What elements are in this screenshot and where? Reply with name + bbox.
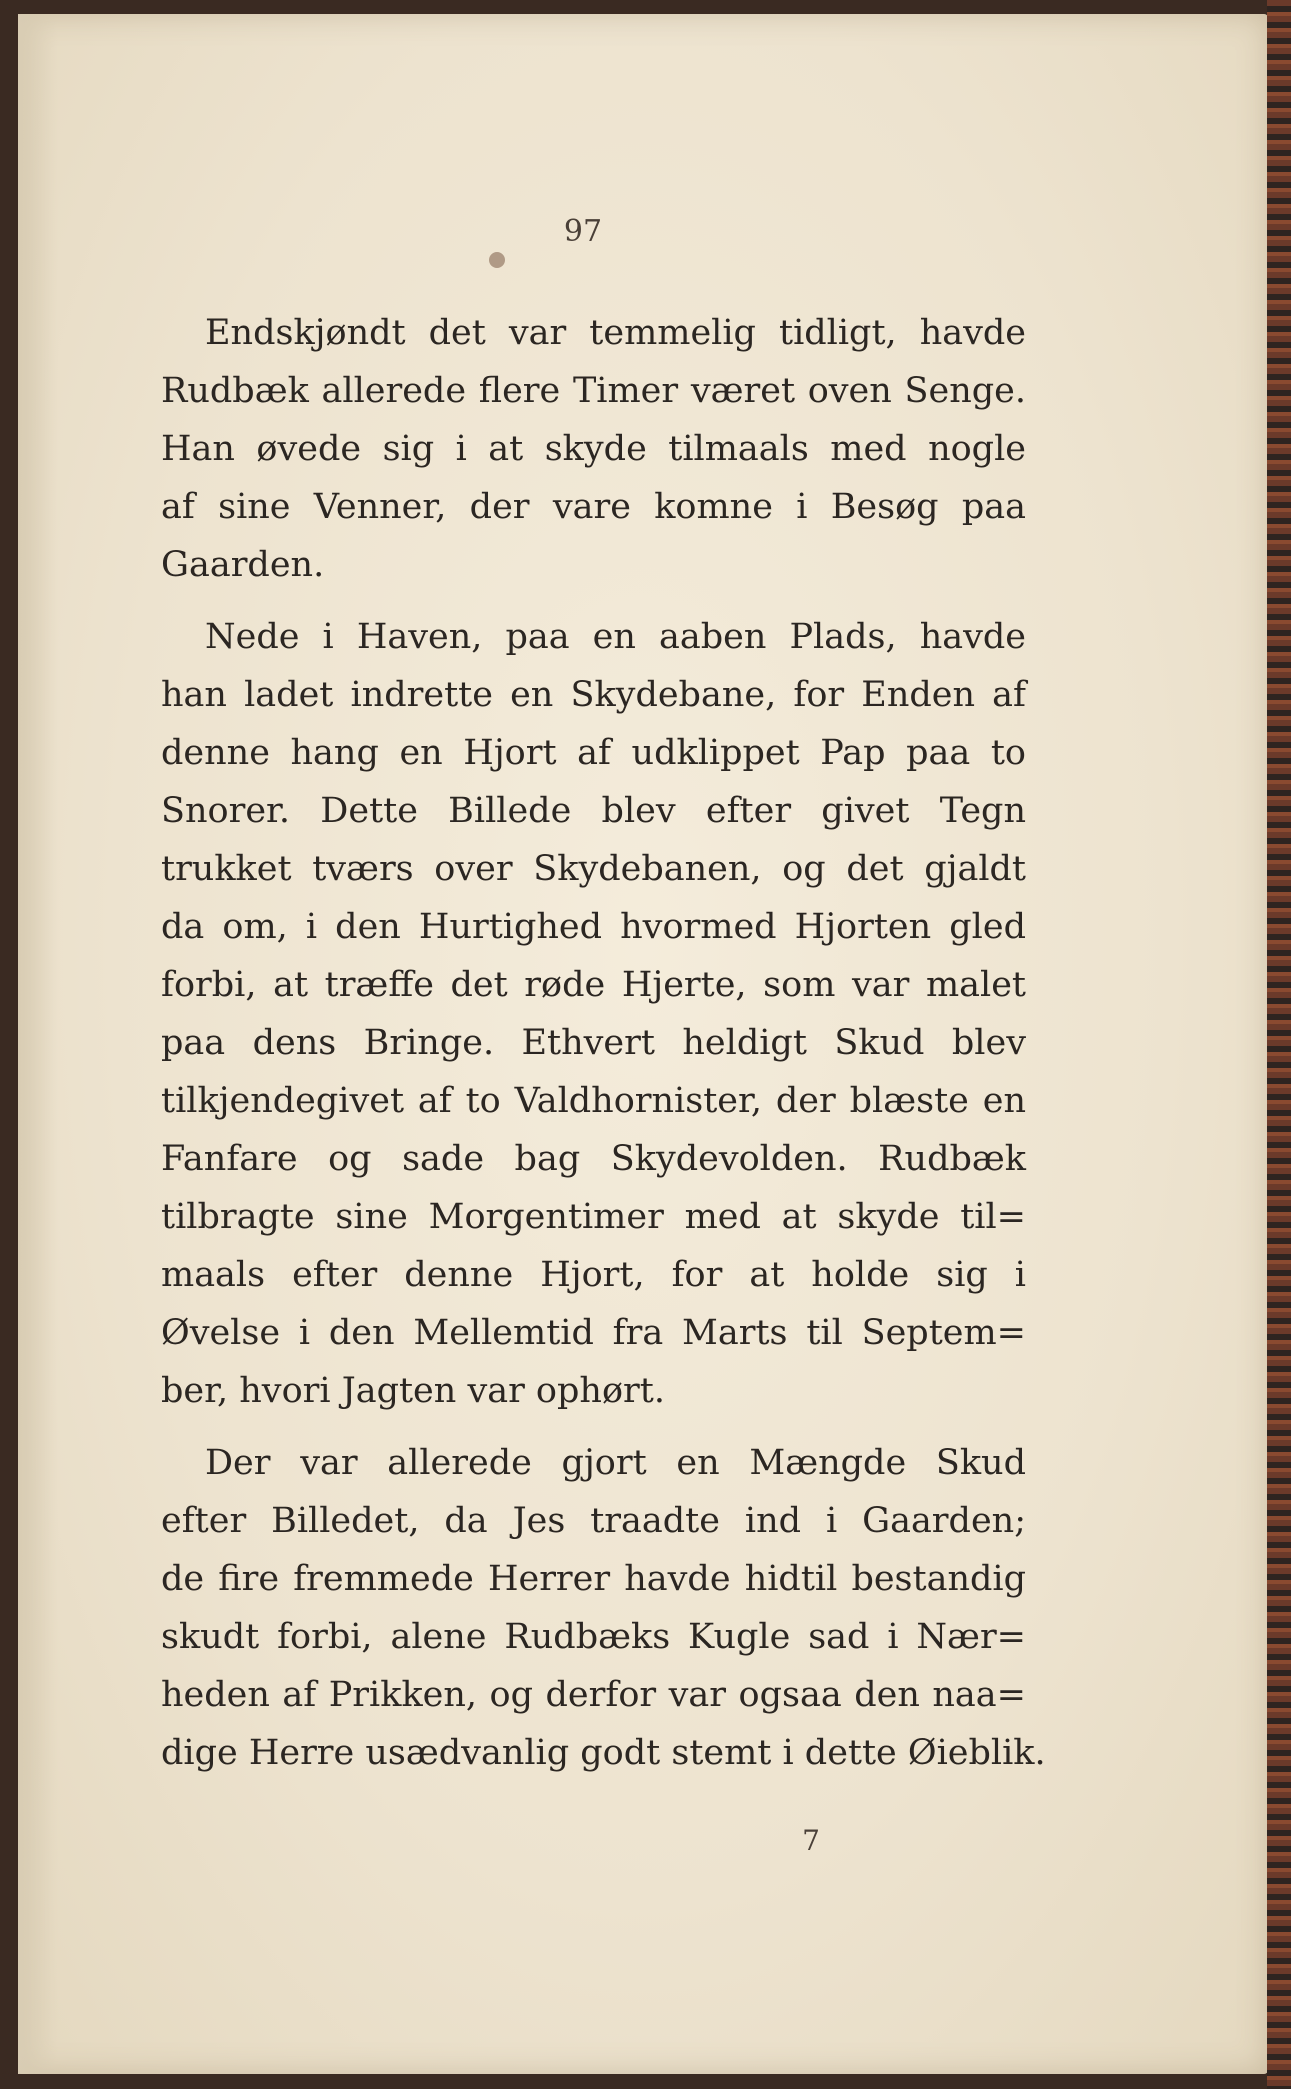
text-line: Nede i Haven, paa en aaben Plads, havde (205, 617, 1026, 657)
signature-mark: 7 (802, 1824, 820, 1857)
text-line: Der var allerede gjort en Mængde Skud (205, 1443, 1026, 1483)
paragraph-1 (161, 304, 1026, 594)
page-number: 97 (563, 214, 603, 249)
text-line: Han øvede sig i at skyde tilmaals med nogle (161, 429, 1026, 469)
text-line: de fire fremmede Herrer havde hidtil bestandig (161, 1559, 1026, 1599)
text-line: Øvelse i den Mellemtid fra Marts til Septem= (161, 1313, 1026, 1353)
text-line: Rudbæk allerede flere Timer været oven Senge. (161, 371, 1026, 411)
text-line: tilkjendegivet af to Valdhornister, der blæste en (161, 1081, 1026, 1121)
text-line: Gaarden. (161, 545, 325, 585)
text-line: Fanfare og sade bag Skydevolden. Rudbæk (161, 1139, 1026, 1179)
text-line: trukket tværs over Skydebanen, og det gjaldt (161, 849, 1026, 889)
text-line: ber, hvori Jagten var ophørt. (161, 1371, 665, 1411)
paragraph-3 (161, 1434, 1046, 1782)
text-line: af sine Venner, der vare komne i Besøg paa (161, 487, 1026, 527)
text-line: forbi, at træffe det røde Hjerte, som var malet (161, 965, 1026, 1005)
text-line: paa dens Bringe. Ethvert heldigt Skud blev (161, 1023, 1026, 1063)
text-line: tilbragte sine Morgentimer med at skyde til= (161, 1197, 1026, 1237)
ink-spot (489, 252, 505, 268)
text-line: da om, i den Hurtighed hvormed Hjorten gled (161, 907, 1026, 947)
paragraph-2 (161, 608, 1026, 1420)
text-line: skudt forbi, alene Rudbæks Kugle sad i Nær= (161, 1617, 1026, 1657)
book-page (18, 14, 1268, 2074)
body-text (161, 304, 1046, 1782)
page-gutter (18, 14, 58, 2074)
book-edge (1267, 0, 1291, 2089)
text-line: dige Herre usædvanlig godt stemt i dette Øieblik. (161, 1733, 1046, 1773)
text-line: han ladet indrette en Skydebane, for Enden af (161, 675, 1026, 715)
text-line: Endskjøndt det var temmelig tidligt, havde (205, 313, 1026, 353)
text-line: heden af Prikken, og derfor var ogsaa den naa= (161, 1675, 1026, 1715)
text-line: Snorer. Dette Billede blev efter givet Tegn (161, 791, 1026, 831)
text-line: denne hang en Hjort af udklippet Pap paa to (161, 733, 1026, 773)
text-line: efter Billedet, da Jes traadte ind i Gaarden; (161, 1501, 1026, 1541)
text-line: maals efter denne Hjort, for at holde sig i (161, 1255, 1026, 1295)
